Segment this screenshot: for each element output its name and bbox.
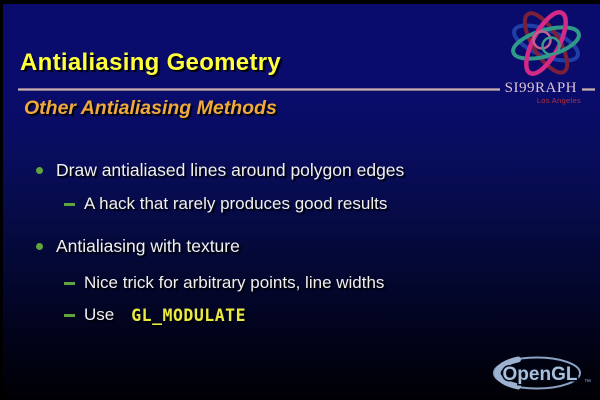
sub-bullet-text: A hack that rarely produces good results: [84, 194, 388, 213]
bullet-item-1: [36, 160, 404, 181]
opengl-wordmark: OpenGL: [502, 364, 578, 385]
siggraph-wordmark: SI99RAPH: [504, 80, 577, 96]
siggraph-city-label: Los Angeles: [536, 96, 581, 105]
sub-bullet-item-1: [64, 194, 387, 214]
siggraph-99-logo-icon: [498, 2, 594, 86]
bullet-dash-icon: [64, 282, 75, 285]
bullet-dot-icon: [36, 243, 43, 250]
opengl-trademark: ™: [584, 379, 591, 386]
bullet-dash-icon: [64, 203, 75, 206]
bullet-dot-icon: [36, 167, 43, 174]
gl-modulate-code: GL_MODULATE: [131, 305, 247, 325]
sub-bullet-item-2: [64, 273, 384, 293]
page-title: Antialiasing Geometry: [20, 49, 282, 76]
bullet-dash-icon: [64, 314, 75, 317]
bullet-text: Antialiasing with texture: [56, 236, 240, 256]
header-rule-end-dash: [582, 88, 595, 91]
bullet-text: Draw antialiased lines around polygon edges: [56, 160, 405, 180]
sub-bullet-text: Use: [84, 305, 115, 324]
sub-bullet-item-3: [64, 305, 246, 325]
header-rule-line: [18, 88, 500, 91]
slide-left-border: [0, 0, 3, 400]
bullet-item-2: [36, 236, 240, 257]
sub-bullet-text: Nice trick for arbitrary points, line widths: [84, 273, 385, 292]
opengl-logo-icon: [486, 352, 596, 398]
slide-subtitle: Other Antialiasing Methods: [24, 97, 277, 119]
